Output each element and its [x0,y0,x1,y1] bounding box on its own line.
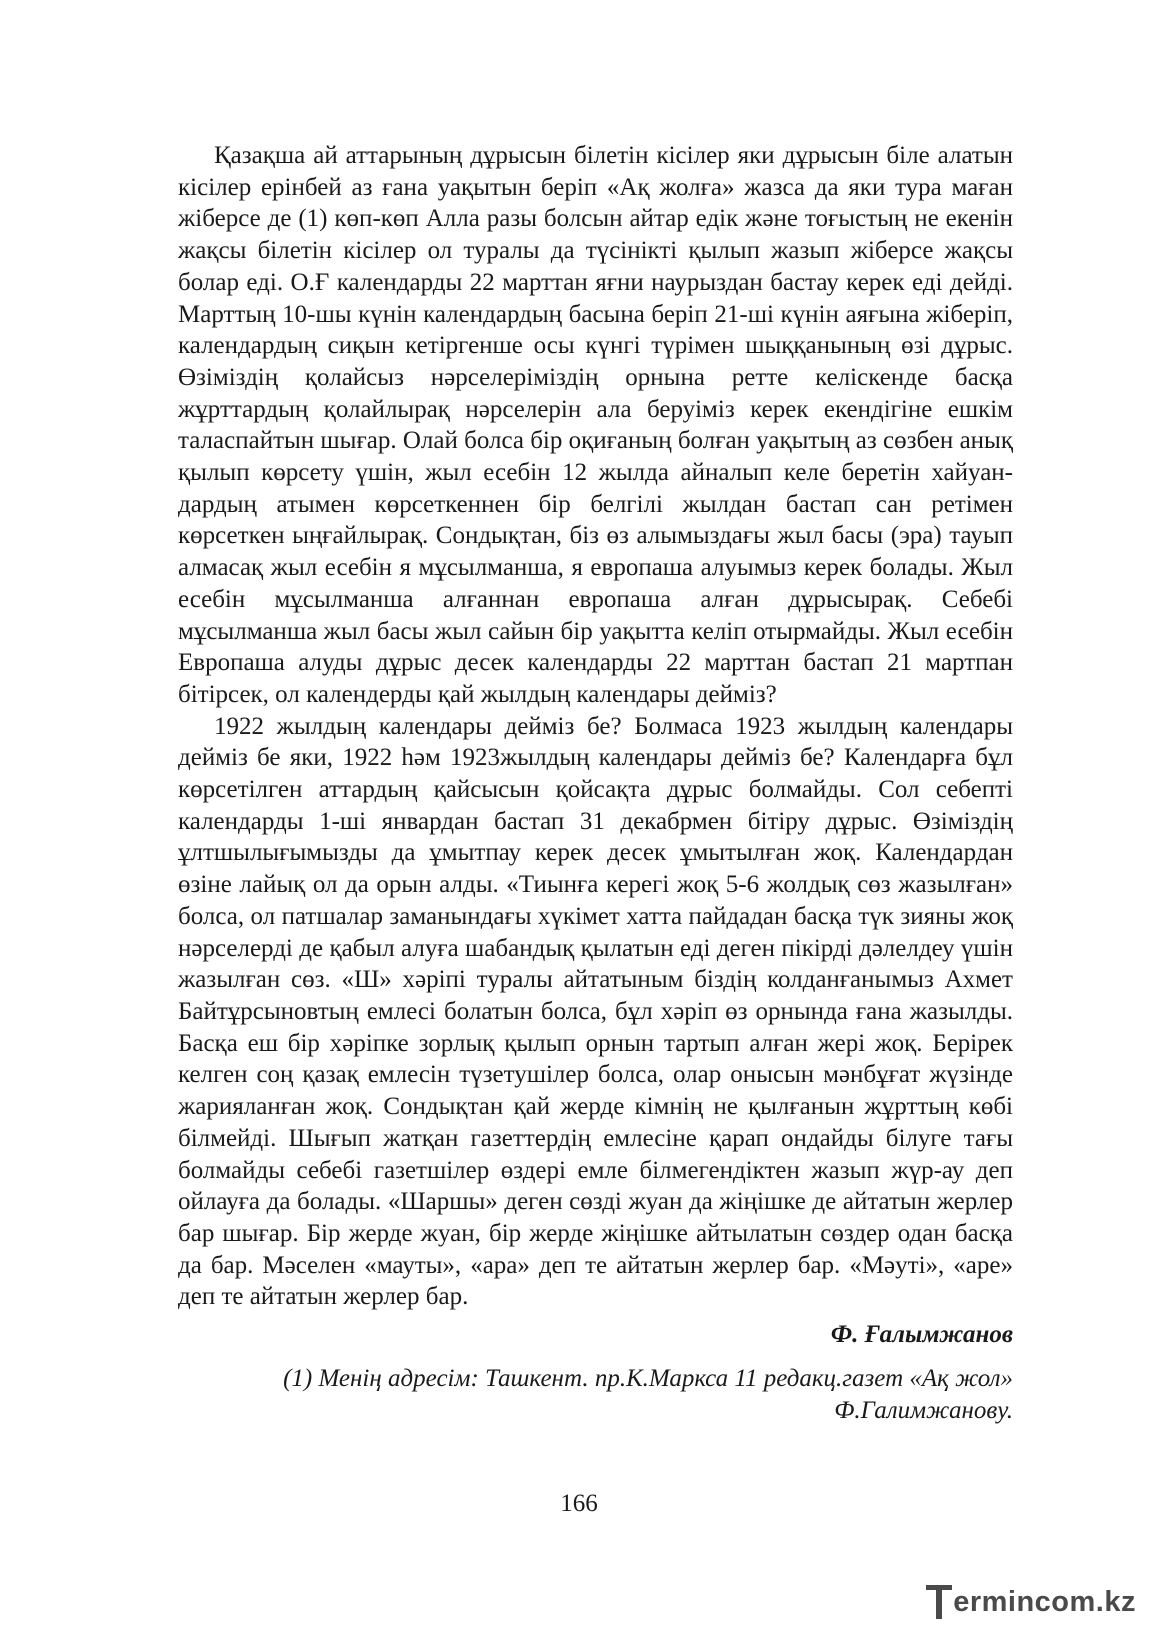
footnote-line-2: Ф.Галимжанову. [834,1397,1013,1425]
page-number: 166 [560,1490,598,1517]
t-letter-logo-icon [926,1585,952,1619]
footnote-line-1: (1) Менің адресім: Ташкент. пр.К.Маркса 11 редакц.газет «Ақ жол» [283,1365,1013,1393]
watermark-text: ermincom.kz [953,1586,1136,1618]
paragraph-1: Қазақша ай аттарының дұрысын білетін кісілер яки дұрысын біле алатын кісілер ерінбей аз ғана уақытын беріп «Ақ жолға» жазса да яки тура маған жіберсе де (1) көп-көп Алла разы болсын айтар едік және тоғыстың не екенін жақсы білетін кісілер ол туралы да түсінікті қылып жазып жіберсе жақсы болар еді. О.Ғ календарды 22 марттан яғни наурыздан бастау керек еді дейді. Марттың 10-шы күнін календардың басына беріп 21-ші күнін аяғына жіберіп, календардың сиқын кетіргенше осы күнгі түрімен шыққанының өзі дұрыс. Өзіміздің қолайсыз нәрселеріміздің орнына ретте келіскенде басқа жұрттардың қолайлырақ нәрселерін ала беруіміз керек екендігіне ешкім таласпайтын шығар. Олай болса бір оқиғаның болған уақытың аз сөзбен анық қылып көрсету үшін, жыл есебін 12 жылда айналып келе беретін хайуандардың атымен көрсеткеннен бір белгілі жылдан бастап сан ретімен көрсеткен ыңғайлырақ. Сондықтан, біз өз алымыздағы жыл басы (эра) тауып алмасақ жыл есебін я мұсылманша, я европаша алуымыз керек болады. Жыл есебін мұсылманша алғаннан европаша алған дұрысырақ. Себебі мұсылманша жыл басы жыл сайын бір уақытта келіп отырмайды. Жыл есебін Европаша алуды дұрыс десек календарды 22 марттан бастап 21 мартпан бітірсек, ол календерды қай жылдың календары дейміз? [178,142,1013,708]
footnote [178,1363,1013,1427]
paragraph-2: 1922 жылдың календары дейміз бе? Болмаса 1923 жылдың календары дейміз бе яки, 1922 һәм 1923жылдың календары дейміз бе? Календарға бұл көрсетілген аттардың қайсысын қойсақта дұрыс болмайды. Сол себепті календарды 1-ші январдан бастап 31 декабрмен бітіру дұрыс. Өзіміздің ұлтшылығымызды да ұмытпау керек десек ұмытылған жоқ. Календардан өзіне лайық ол да орын алды. «Тиынға керегі жоқ 5-6 жолдық сөз жазылған» болса, ол патшалар заманындағы хүкімет хатта пайдадан басқа түк зияны жоқ нәрселерді де қабыл алуға шабандық қылатын еді деген пікірді дәлелдеу үшін жазылған сөз. «Ш» хәріпі туралы айтатыным біздің колданғанымыз Ахмет Байтұрсыновтың емлесі болатын болса, бұл хәріп өз орнында ғана жазылды. Басқа еш бір хәріпке зорлық қылып орнын тартып алған жері жоқ. Берірек келген соң қазақ емлесін түзетушілер болса, олар онысын мәнбұғат жүзінде жарияланған жоқ. Сондықтан қай жерде кімнің не қылғанын жұрттың көбі білмейді. Шығып жатқан газеттердің емлесіне қарап ондайды білуге тағы болмайды себебі газетшілер өздері емле білмегендіктен жазып жүр-ау деп ойлауға да болады. «Шаршы» деген сөзді жуан да жіңішке де айтатын жерлер бар шығар. Бір жерде жуан, бір жерде жіңішке айтылатын сөздер одан басқа да бар. Мәселен «мауты», «ара» деп те айтатын жерлер бар. «Мәуті», «аре» деп те айтатын жерлер бар. [178,712,1013,1311]
document-body [178,140,1013,1427]
author-signature: Ф. Ғалымжанов [830,1321,1013,1349]
watermark [926,1585,1136,1619]
